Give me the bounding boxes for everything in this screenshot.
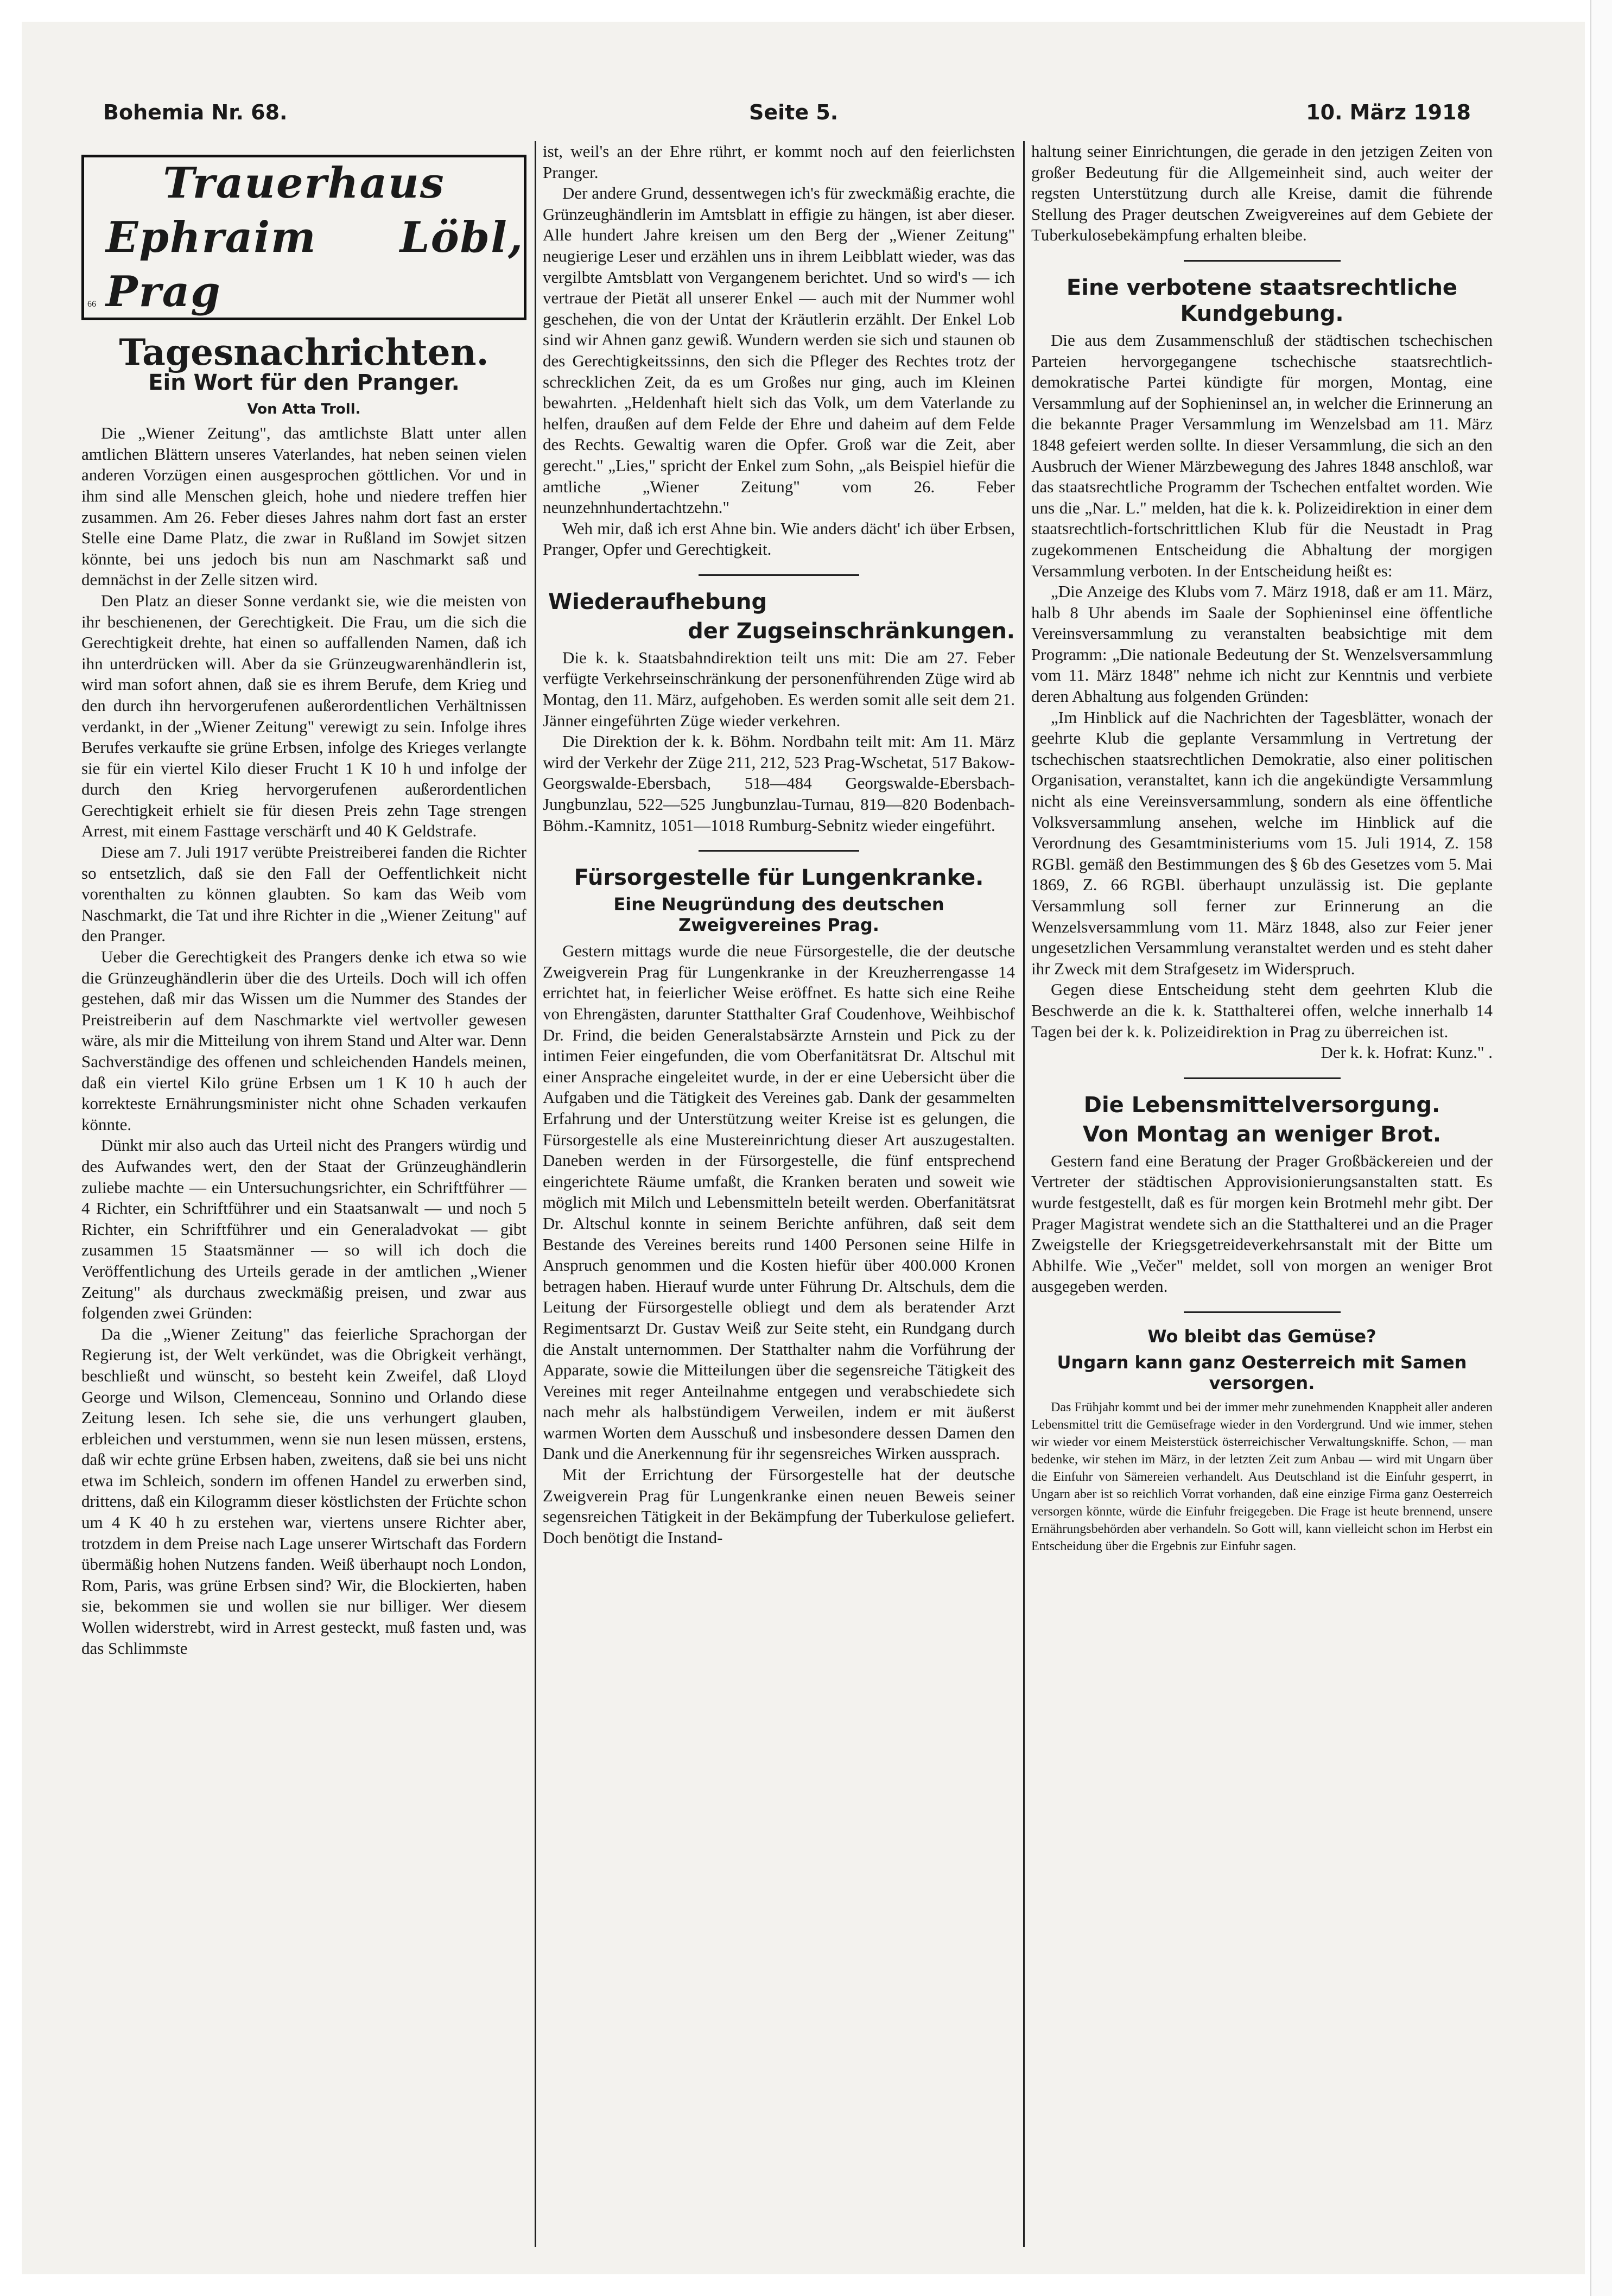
column-rule bbox=[1023, 141, 1025, 2247]
article-title: Ein Wort für den Pranger. bbox=[148, 370, 460, 395]
paragraph: Gegen diese Entscheidung steht dem geehrten Klub die Beschwerde an die k. k. Statthalterei offen, welche innerhalb 14 Tagen bei der k. k. Polizeidirektion in Prag zu überreichen ist. bbox=[1031, 980, 1493, 1041]
divider bbox=[1184, 1077, 1341, 1079]
header-date: 10. März 1918 bbox=[1306, 100, 1471, 124]
paragraph: „Im Hinblick auf die Nachrichten der Tagesblätter, wonach der geehrte Klub die geplante Versammlung in Vertretung der tschechischen staatsrechtlichen Demokratie, also einer politischen Organisation, veranstaltet, kann ich die angekündigte Versammlung nicht als eine Vereinsversammlung, sondern als eine öffentliche Volksversammlung ansehen, welche im Hinblick auf die Verordnung des Gesamtministeriums vom 15. Juli 1914, Z. 158 RGBl. gemäß den Bestimmungen des § 6b des Gesetzes vom 5. Mai 1869, Z. 66 RGBl. überhaupt unzulässig ist. Die geplante Versammlung soll ferner zur Erinnerung an die Wenzelsversammlung vom 11. März 1848, also zur Feier jener ungesetzlichen Versammlung veranstaltet werden und es steht daher ihr Zweck mit dem Strafgesetz im Widerspruch. bbox=[1031, 707, 1493, 978]
paragraph: Ueber die Gerechtigkeit des Prangers denke ich etwa so wie die Grünzeughändlerin über die des Urteils. Doch will ich offen gestehen, daß mir das Wissen um die Nummer des Standes der Preistreiberin auf dem Naschmarkte viel wertvoller gewesen wäre, als mir die Mitteilung von ihrem Stand und Alter war. Denn Sachverständige des offenen und schleichenden Handels meinen, daß ein viertel Kilo grüne Erbsen um 1 K 10 h auch der korrekteste Ernährungsminister nicht ohne Schaden verkaufen könnte. bbox=[81, 947, 526, 1134]
section-title: Tagesnachrichten. bbox=[119, 331, 489, 373]
column-2 bbox=[543, 141, 1015, 2258]
paragraph: Die k. k. Staatsbahndirektion teilt uns mit: Die am 27. Feber verfügte Verkehrseinschränkung der personenführenden Züge wird ab Montag, den 11. März, aufgehoben. Es werden somit alle seit dem 21. Jänner eingeführten Züge wieder verkehren. bbox=[543, 648, 1015, 730]
paragraph: Die „Wiener Zeitung", das amtlichste Blatt unter allen amtlichen Blättern unseres Vaterlandes, hat neben seinen vielen anderen Vorzügen einen ausgesprochen göttlichen. Vor und in ihm sind alle Menschen gleich, hohe und niedere treffen hier zusammen. Am 26. Feber dieses Jahres nahm dort fast an erster Stelle eine Dame Platz, die zwar in Rußland im Sowjet sitzen könnte, bei uns jedoch bis nun am Naschmarkt saß und demnächst in der Zelle sitzen wird. bbox=[81, 423, 526, 589]
article-title: Fürsorgestelle für Lungenkranke. bbox=[574, 865, 984, 891]
paragraph: Weh mir, daß ich erst Ahne bin. Wie anders dächt' ich über Erbsen, Pranger, Opfer und Gerechtigkeit. bbox=[543, 518, 1015, 559]
paragraph: „Die Anzeige des Klubs vom 7. März 1918, daß er am 11. März, halb 8 Uhr abends im Saale der Sophieninsel eine öffentliche Vereinsversammlung zu veranstalten beabsichtige mit dem Programm: „Die nationale Bedeutung der St. Wenzelsversammlung vom 11. März 1848" nehme ich nicht zur Kenntnis und verbiete deren Abhaltung aus folgenden Gründen: bbox=[1031, 582, 1493, 706]
page-edge bbox=[1590, 0, 1612, 2296]
article-title: Die Lebensmittelversorgung. bbox=[1083, 1092, 1440, 1118]
article-title: der Zugseinschränkungen. bbox=[688, 618, 1015, 644]
paragraph: Gestern fand eine Beratung der Prager Großbäckereien und der Vertreter der städtischen Approvisionierungsanstalten statt. Es wurde festgestellt, daß es für morgen kein Brotmehl mehr gibt. Der Prager Magistrat wendete sich an die Statthalterei und an die Prager Zweigstelle der Kriegsgetreideverkehrsanstalt mit der Bitte um Abhilfe. Wie „Večer" meldet, soll von morgen an weniger Brot ausgegeben werden. bbox=[1031, 1151, 1493, 1296]
paragraph: Die aus dem Zusammenschluß der städtischen tschechischen Parteien hervorgegangene tschechische staatsrechtlich-demokratische Partei kündigte für morgen, Montag, eine Versammlung auf der Sophieninsel an, in welcher die Erinnerung an die bekannte Prager Versammlung im Wenzelsbad am 11. März 1848 gefeiert werden sollte. In dieser Versammlung, die sich an den Ausbruch der Wiener Märzbewegung des Jahres 1848 anschloß, war das staatsrechtliche Programm der Tschechen entfaltet worden. Wie uns die „Nar. L." melden, hat die k. k. Polizeidirektion in einer dem staatsrechtlich-fortschrittlichen Klub für die Neustadt in Prag zugekommenen Entscheidung die Abhaltung der morgigen Versammlung verboten. In der Entscheidung heißt es: bbox=[1031, 330, 1493, 580]
column-1 bbox=[81, 141, 526, 2258]
article-byline: Von Atta Troll. bbox=[247, 401, 361, 417]
paragraph: Diese am 7. Juli 1917 verübte Preistreiberei fanden die Richter so entsetzlich, daß sie den Fall der Oeffentlichkeit nicht vorenthalten zu können glaubten. So kam das Weib vom Naschmarkt, die Tat und ihre Richter in die „Wiener Zeitung" auf den Pranger. bbox=[81, 842, 526, 946]
paragraph: Mit der Errichtung der Fürsorgestelle hat der deutsche Zweigverein Prag für Lungenkranke einen neuen Beweis seiner segensreichen Tätigkeit in der Bekämpfung der Tuberkulose geliefert. Doch benötigt die Instand- bbox=[543, 1465, 1015, 1547]
column-rule bbox=[535, 141, 536, 2247]
signature: Der k. k. Hofrat: Kunz." . bbox=[1321, 1043, 1493, 1062]
divider bbox=[1184, 1311, 1341, 1313]
article-subtitle: Ungarn kann ganz Oesterreich mit Samen versorgen. bbox=[1057, 1352, 1467, 1393]
header-issue: Bohemia Nr. 68. bbox=[103, 100, 288, 124]
ad-line-1: Trauerhaus bbox=[163, 158, 445, 208]
column-3 bbox=[1031, 141, 1493, 2258]
paragraph: Der andere Grund, dessentwegen ich's für zweckmäßig erachte, die Grünzeughändlerin im Amtsblatt in effigie zu hängen, ist aber dieser. Alle hundert Jahre kreisen um den Berg der „Wiener Zeitung" neugierige Leser und erzählen uns in ihrem Leibblatt wieder, was das vergilbte Amtsblatt von Vergangenem berichtet. Und so wird's — ich vertraue der Pietät all unserer Enkel — auch mit der Nummer wohl geschehen, die von der Untat der Kräutlerin erzählt. Der Enkel Lob sind wir Ahnen ganz gewiß. Wundern werden sie sich und staunen ob des Gerechtigkeitssinns, den sich die Pfleger des Rechtes trotz der schrecklichen Zeit, da es um Großes nur ging, auch im Kleinen bewahrten. „Heldenhaft hielt sich das Volk, um dem Vaterlande zu helfen, draußen auf dem Felde der Ehre und daheim auf dem Felde des Rechts. Gewaltig waren die Opfer. Groß war die Zeit, aber gerecht." „Lies," spricht der Enkel zum Sohn, „als Beispiel hiefür die amtliche „Wiener Zeitung" vom 26. Feber neunzehnhundertachtzehn." bbox=[543, 183, 1015, 517]
header-page-number: Seite 5. bbox=[749, 100, 839, 124]
paragraph: Gestern mittags wurde die neue Fürsorgestelle, die der deutsche Zweigverein Prag für Lungenkranke in der Kreuzherrengasse 14 errichtet hat, in feierlicher Weise eröffnet. Es hatte sich eine Reihe von Ehrengästen, darunter Statthalter Graf Coudenhove, Weihbischof Dr. Frind, die beiden Generalstabsärzte Arnstein und Pick zu der intimen Feier eingefunden, die vom Oberfanitätsrat Dr. Altschul mit einer Ansprache eingeleitet wurde, in der er eine Uebersicht über die Aufgaben und die Tätigkeit des Vereines gab. Dank der gesammelten Erfahrung und der Unterstützung weiter Kreise ist es gelungen, die Fürsorgestelle als eine Mustereinrichtung dieser Art auszugestalten. Daneben werden in der Fürsorgestelle, die fünf entsprechend eingerichtete Räume umfaßt, die Kranken beraten und soweit wie möglich mit Milch und Lebensmitteln beteilt werden. Oberfanitätsrat Dr. Altschul konnte in seinem Berichte anführen, daß seit dem Bestande des Vereines bereits rund 1400 Personen seine Hilfe in Anspruch genommen und die Kosten hiefür über 400.000 Kronen betragen haben. Hierauf wurde unter Führung Dr. Altschuls, dem die Leitung der Fürsorgestelle obliegt und dem als beratender Arzt Regimentsarzt Dr. Gustav Weiß zur Seite steht, ein Rundgang durch die Anstalt unternommen. Der Statthalter nahm die Vorführung der Apparate, sowie die Mitteilungen über die segensreiche Tätigkeit des Vereines mit reger Anteilnahme entgegen und verabschiedete sich nach mehr als halbstündigem Verweilen, indem er mit äußerst warmen Worten dem Ausschuß und insbesondere dessen Damen den Dank und die Anerkennung für ihr segensreiches Wirken aussprach. bbox=[543, 941, 1015, 1463]
ad-line-2: Ephraim Löbl, Prag bbox=[106, 212, 524, 316]
page-header bbox=[103, 100, 1471, 138]
ad-mark: 66 bbox=[87, 300, 96, 309]
paragraph: Dünkt mir also auch das Urteil nicht des Prangers würdig und des Aufwandes wert, den der Staat der Grünzeughändlerin zuliebe machte — ein Untersuchungsrichter, ein Schriftführer — 4 Richter, ein Schriftführer und ein Staatsanwalt — und noch 5 Richter, ein Schriftführer und ein Generaladvokat — gibt zusammen 15 Staatsmänner — so will ich doch die Veröffentlichung des Urteils gerade in der amtlichen „Wiener Zeitung" als durchaus zweckmäßig preisen, und zwar aus folgenden zwei Gründen: bbox=[81, 1136, 526, 1323]
article-title: Eine verbotene staatsrechtliche Kundgebung. bbox=[1066, 275, 1458, 326]
divider bbox=[699, 574, 859, 576]
paragraph: Das Frühjahr kommt und bei der immer mehr zunehmenden Knappheit aller anderen Lebensmittel tritt die Gemüsefrage wieder in den Vordergrund. Und wie immer, stehen wir wieder vor einem Meisterstück österreichischer Verwaltungskniffe. Schon, — man bedenke, wir stehen im März, in der letzten Zeit zum Anbau — wird mit Ungarn über die Einfuhr von Sämereien verhandelt. Aus Deutschland ist die Einfuhr gesperrt, in Ungarn aber ist so reichlich Vorrat vorhanden, daß eine einzige Firma ganz Oesterreich versorgen könnte, würde die Einfuhr freigegeben. Die Frage ist heute brennend, unsere Ernährungsbehörden aber verhandeln. So Gott will, kann vielleicht schon im Herbst ein Entscheidung über die Ergebnis zur Einfuhr sagen. bbox=[1031, 1400, 1493, 1553]
article-title: Wo bleibt das Gemüse? bbox=[1147, 1325, 1376, 1347]
mourning-ad bbox=[81, 155, 526, 320]
paragraph: Die Direktion der k. k. Böhm. Nordbahn teilt mit: Am 11. März wird der Verkehr der Züge 211, 212, 523 Prag-Wschetat, 517 Bakow-Georgswalde-Ebersbach, 518—484 Georgswalde-Ebersbach-Jungbunzlau, 522—525 Jungbunzlau-Turnau, 819—820 Bodenbach-Böhm.-Kamnitz, 1051—1018 Rumburg-Sebnitz wieder eingeführt. bbox=[543, 732, 1015, 835]
article-subtitle: Eine Neugründung des deutschen Zweigvereines Prag. bbox=[613, 894, 944, 936]
divider bbox=[1184, 260, 1341, 262]
paragraph: Da die „Wiener Zeitung" das feierliche Sprachorgan der Regierung ist, der Welt verkündet, was die Obrigkeit verhängt, beschließt und wünscht, so besteht kein Zweifel, daß Lloyd George und Wilson, Clemenceau, Sonnino und Orlando diese Zeitung lesen. Ich sehe sie, die uns verhungert glauben, erbleichen und verstummen, wenn sie nun lesen müssen, erstens, daß wir echte grüne Erbsen haben, zweitens, daß sie bei uns nicht etwa im Schleich, sondern im offenen Handel zu erwerben sind, drittens, daß ein Kilogramm dieser köstlichsten der Früchte schon um 4 K 40 h zu erstehen war, viertens unsere Richter aber, trotzdem in dem Preise nach Lage unserer Wirtschaft das Fordern übermäßig hohen Nutzens fanden. Weiß überhaupt noch London, Rom, Paris, was grüne Erbsen sind? Wir, die Blockierten, haben sie, bekommen sie und wollen sie nur billiger. Wer diesem Wollen widerstrebt, wird in Arrest gesteckt, muß fasten und, was das Schlimmste bbox=[81, 1324, 526, 1658]
divider bbox=[699, 850, 859, 852]
paragraph: Den Platz an dieser Sonne verdankt sie, wie die meisten von ihr beschienenen, der Gerechtigkeit. Die Frau, um die sich die Gerechtigkeit drehte, hat einen so auffallenden Namen, daß ich ihn unterdrücken will. Aber da sie Grünzeugwarenhändlerin ist, wird man sofort ahnen, daß sie es ihrem Berufe, dem Krieg und den durch ihn hervorgerufenen außerordentlichen Verhältnissen verdankt, in der „Wiener Zeitung" verewigt zu sein. Infolge ihres Berufes verkaufte sie grüne Erbsen, infolge des Krieges verlangte sie für ein viertel Kilo dieser Frucht 1 K 10 h und infolge der durch den Krieg hervorgerufenen außerordentlichen Gerechtigkeit erhielt sie für diesen Preis zehn Tage strengen Arrest, mit einem Fasttage verschärft und 40 K Geldstrafe. bbox=[81, 591, 526, 841]
article-title: Wiederaufhebung bbox=[548, 589, 767, 614]
paragraph: haltung seiner Einrichtungen, die gerade in den jetzigen Zeiten von großer Bedeutung für die Allgemeinheit sind, auch weiter der regsten Unterstützung durch alle Kreise, damit die führende Stellung des Prager deutschen Zweigvereines auf dem Gebiete der Tuberkulosebekämpfung erhalten bleibe. bbox=[1031, 142, 1493, 245]
article-subtitle: Von Montag an weniger Brot. bbox=[1082, 1121, 1442, 1147]
paragraph: ist, weil's an der Ehre rührt, er kommt noch auf den feierlichsten Pranger. bbox=[543, 142, 1015, 182]
